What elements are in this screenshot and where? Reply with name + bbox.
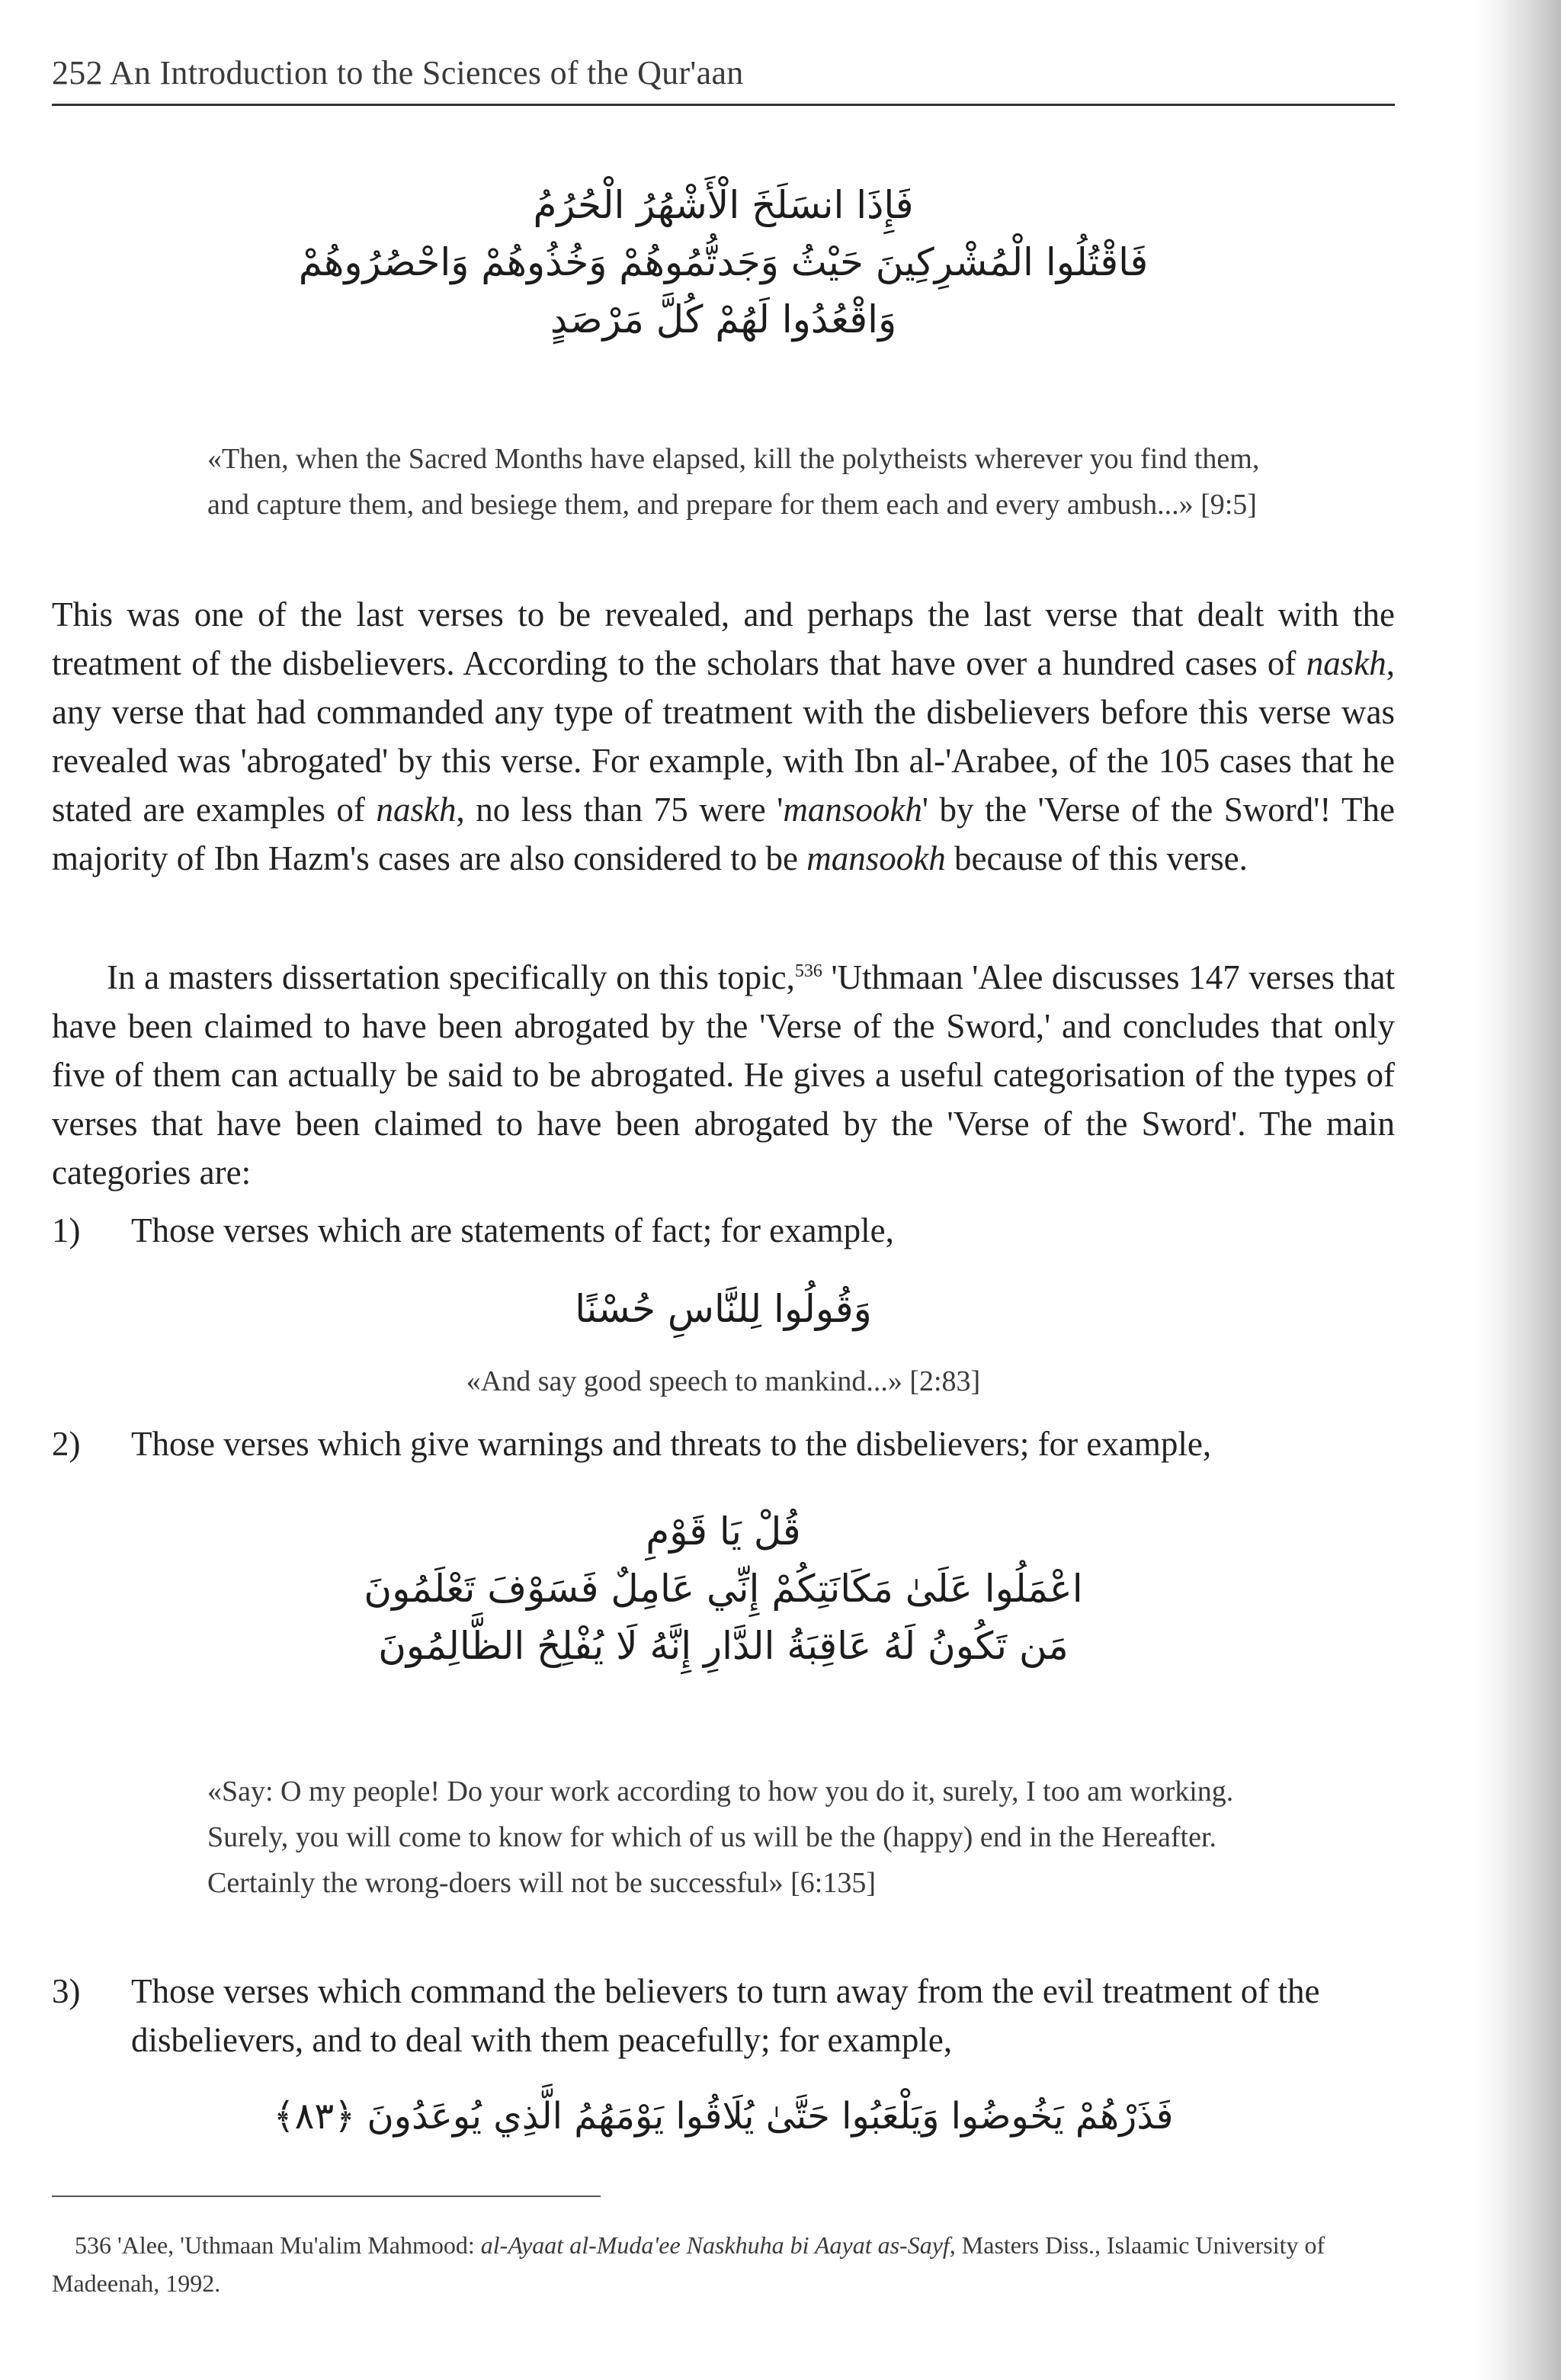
- arabic-verse-43-83: [52, 2089, 1395, 2144]
- text-run: In a masters dissertation specifically on this topic,: [107, 958, 795, 996]
- term-mansookh: mansookh: [806, 839, 946, 877]
- running-head-text: 252 An Introduction to the Sciences of the Qur'aan: [52, 54, 744, 91]
- footnote-title: al-Ayaat al-Muda'ee Naskhuha bi Aayat as-Sayf: [480, 2231, 950, 2259]
- footnote-separator: [52, 2196, 601, 2197]
- text-run: , no less than 75 were ': [456, 791, 784, 829]
- arabic-verse-9-5: [52, 177, 1395, 348]
- text-run: ' by the 'Verse of the Sword'! The majority of Ibn Hazm's cases are also considered to be: [52, 791, 1395, 877]
- list-item: [52, 1206, 1395, 1255]
- term-mansookh: mansookh: [783, 791, 922, 829]
- arabic-line: فَذَرْهُمْ يَخُوضُوا وَيَلْعَبُوا حَتَّىٰ يُلَاقُوا يَوْمَهُمُ الَّذِي يُوعَدُونَ ﴿٨٣﴾: [273, 2095, 1174, 2138]
- arabic-line: فَإِذَا انسَلَخَ الْأَشْهُرُ الْحُرُمُ: [533, 183, 914, 227]
- footnote-536: [52, 2226, 1395, 2302]
- list-number: 3): [52, 1972, 81, 2010]
- list-text: Those verses which are statements of fact; for example,: [131, 1211, 894, 1249]
- list-number: 2): [52, 1425, 81, 1463]
- verse-translation-2-83: «And say good speech to mankind...» [2:83]: [466, 1365, 981, 1397]
- text-run: This was one of the last verses to be revealed, and perhaps the last verse that dealt with the treatment of the disbelievers. According to the scholars that have over a hundred cases of: [52, 595, 1395, 682]
- arabic-verse-6-135: [52, 1503, 1395, 1675]
- list-number: 1): [52, 1211, 81, 1249]
- list-item: [52, 1419, 1395, 1468]
- footnote-reference[interactable]: 536: [794, 961, 822, 981]
- text-run: , any verse that had commanded any type of treatment with the disbelievers before this verse was revealed was 'abrogated' by this verse. For example, with Ibn al-'Arabee, of the 105 cases that he stated are examples of: [52, 644, 1395, 829]
- list-text: Those verses which give warnings and threats to the disbelievers; for example,: [131, 1425, 1212, 1463]
- list-text: Those verses which command the believers to turn away from the evil treatment of the disbelievers, and to deal with them peacefully; for example,: [131, 1972, 1320, 2059]
- running-header: [52, 50, 1395, 106]
- arabic-line: وَقُولُوا لِلنَّاسِ حُسْنًا: [575, 1287, 872, 1331]
- footnote-number: 536: [75, 2231, 111, 2259]
- text-run: , Masters Diss., Islaamic University of Madeenah, 1992.: [52, 2231, 1325, 2297]
- list-item: [52, 1967, 1395, 2064]
- arabic-line: فَاقْتُلُوا الْمُشْرِكِينَ حَيْثُ وَجَدتُّمُوهُمْ وَخُذُوهُمْ وَاحْصُرُوهُمْ: [298, 240, 1149, 284]
- page-edge-shadow: [1476, 0, 1561, 2380]
- paragraph-abrogation: [52, 590, 1395, 883]
- text-run: 'Alee, 'Uthmaan Mu'alim Mahmood:: [111, 2231, 481, 2259]
- text-run: 'Uthmaan 'Alee discusses 147 verses that have been claimed to have been abrogated by the 'Verse of the Sword,' and concludes that only five of them can actually be said to be abrogated. He gives a useful categorisation of the types of verses that have been claimed to have been abrogated by the 'Verse of the Sword'. The main categories are:: [52, 958, 1396, 1192]
- arabic-line: اعْمَلُوا عَلَىٰ مَكَانَتِكُمْ إِنِّي عَامِلٌ فَسَوْفَ تَعْلَمُونَ: [364, 1567, 1083, 1611]
- term-naskh: naskh: [376, 791, 457, 829]
- paragraph-dissertation: [52, 947, 1395, 1197]
- arabic-line: وَاقْعُدُوا لَهُمْ كُلَّ مَرْصَدٍ: [550, 297, 897, 342]
- arabic-verse-2-83: [52, 1281, 1395, 1338]
- text-run: because of this verse.: [945, 839, 1248, 877]
- term-naskh: naskh: [1306, 644, 1386, 682]
- arabic-line: مَن تَكُونُ لَهُ عَاقِبَةُ الدَّارِ إِنَّهُ لَا يُفْلِحُ الظَّالِمُونَ: [378, 1624, 1069, 1668]
- arabic-line: قُلْ يَا قَوْمِ: [646, 1509, 801, 1554]
- verse-translation-6-135: «Say: O my people! Do your work according to how you do it, surely, I too am working. Surely, you will come to know for which of us will be the (happy) end in the Hereafter. Certainly the wrong-doers will not be successful» [6:135]: [207, 1775, 1234, 1899]
- verse-translation-9-5: «Then, when the Sacred Months have elapsed, kill the polytheists wherever you find them, and capture them, and besiege them, and prepare for them each and every ambush...» [9:5]: [207, 443, 1260, 521]
